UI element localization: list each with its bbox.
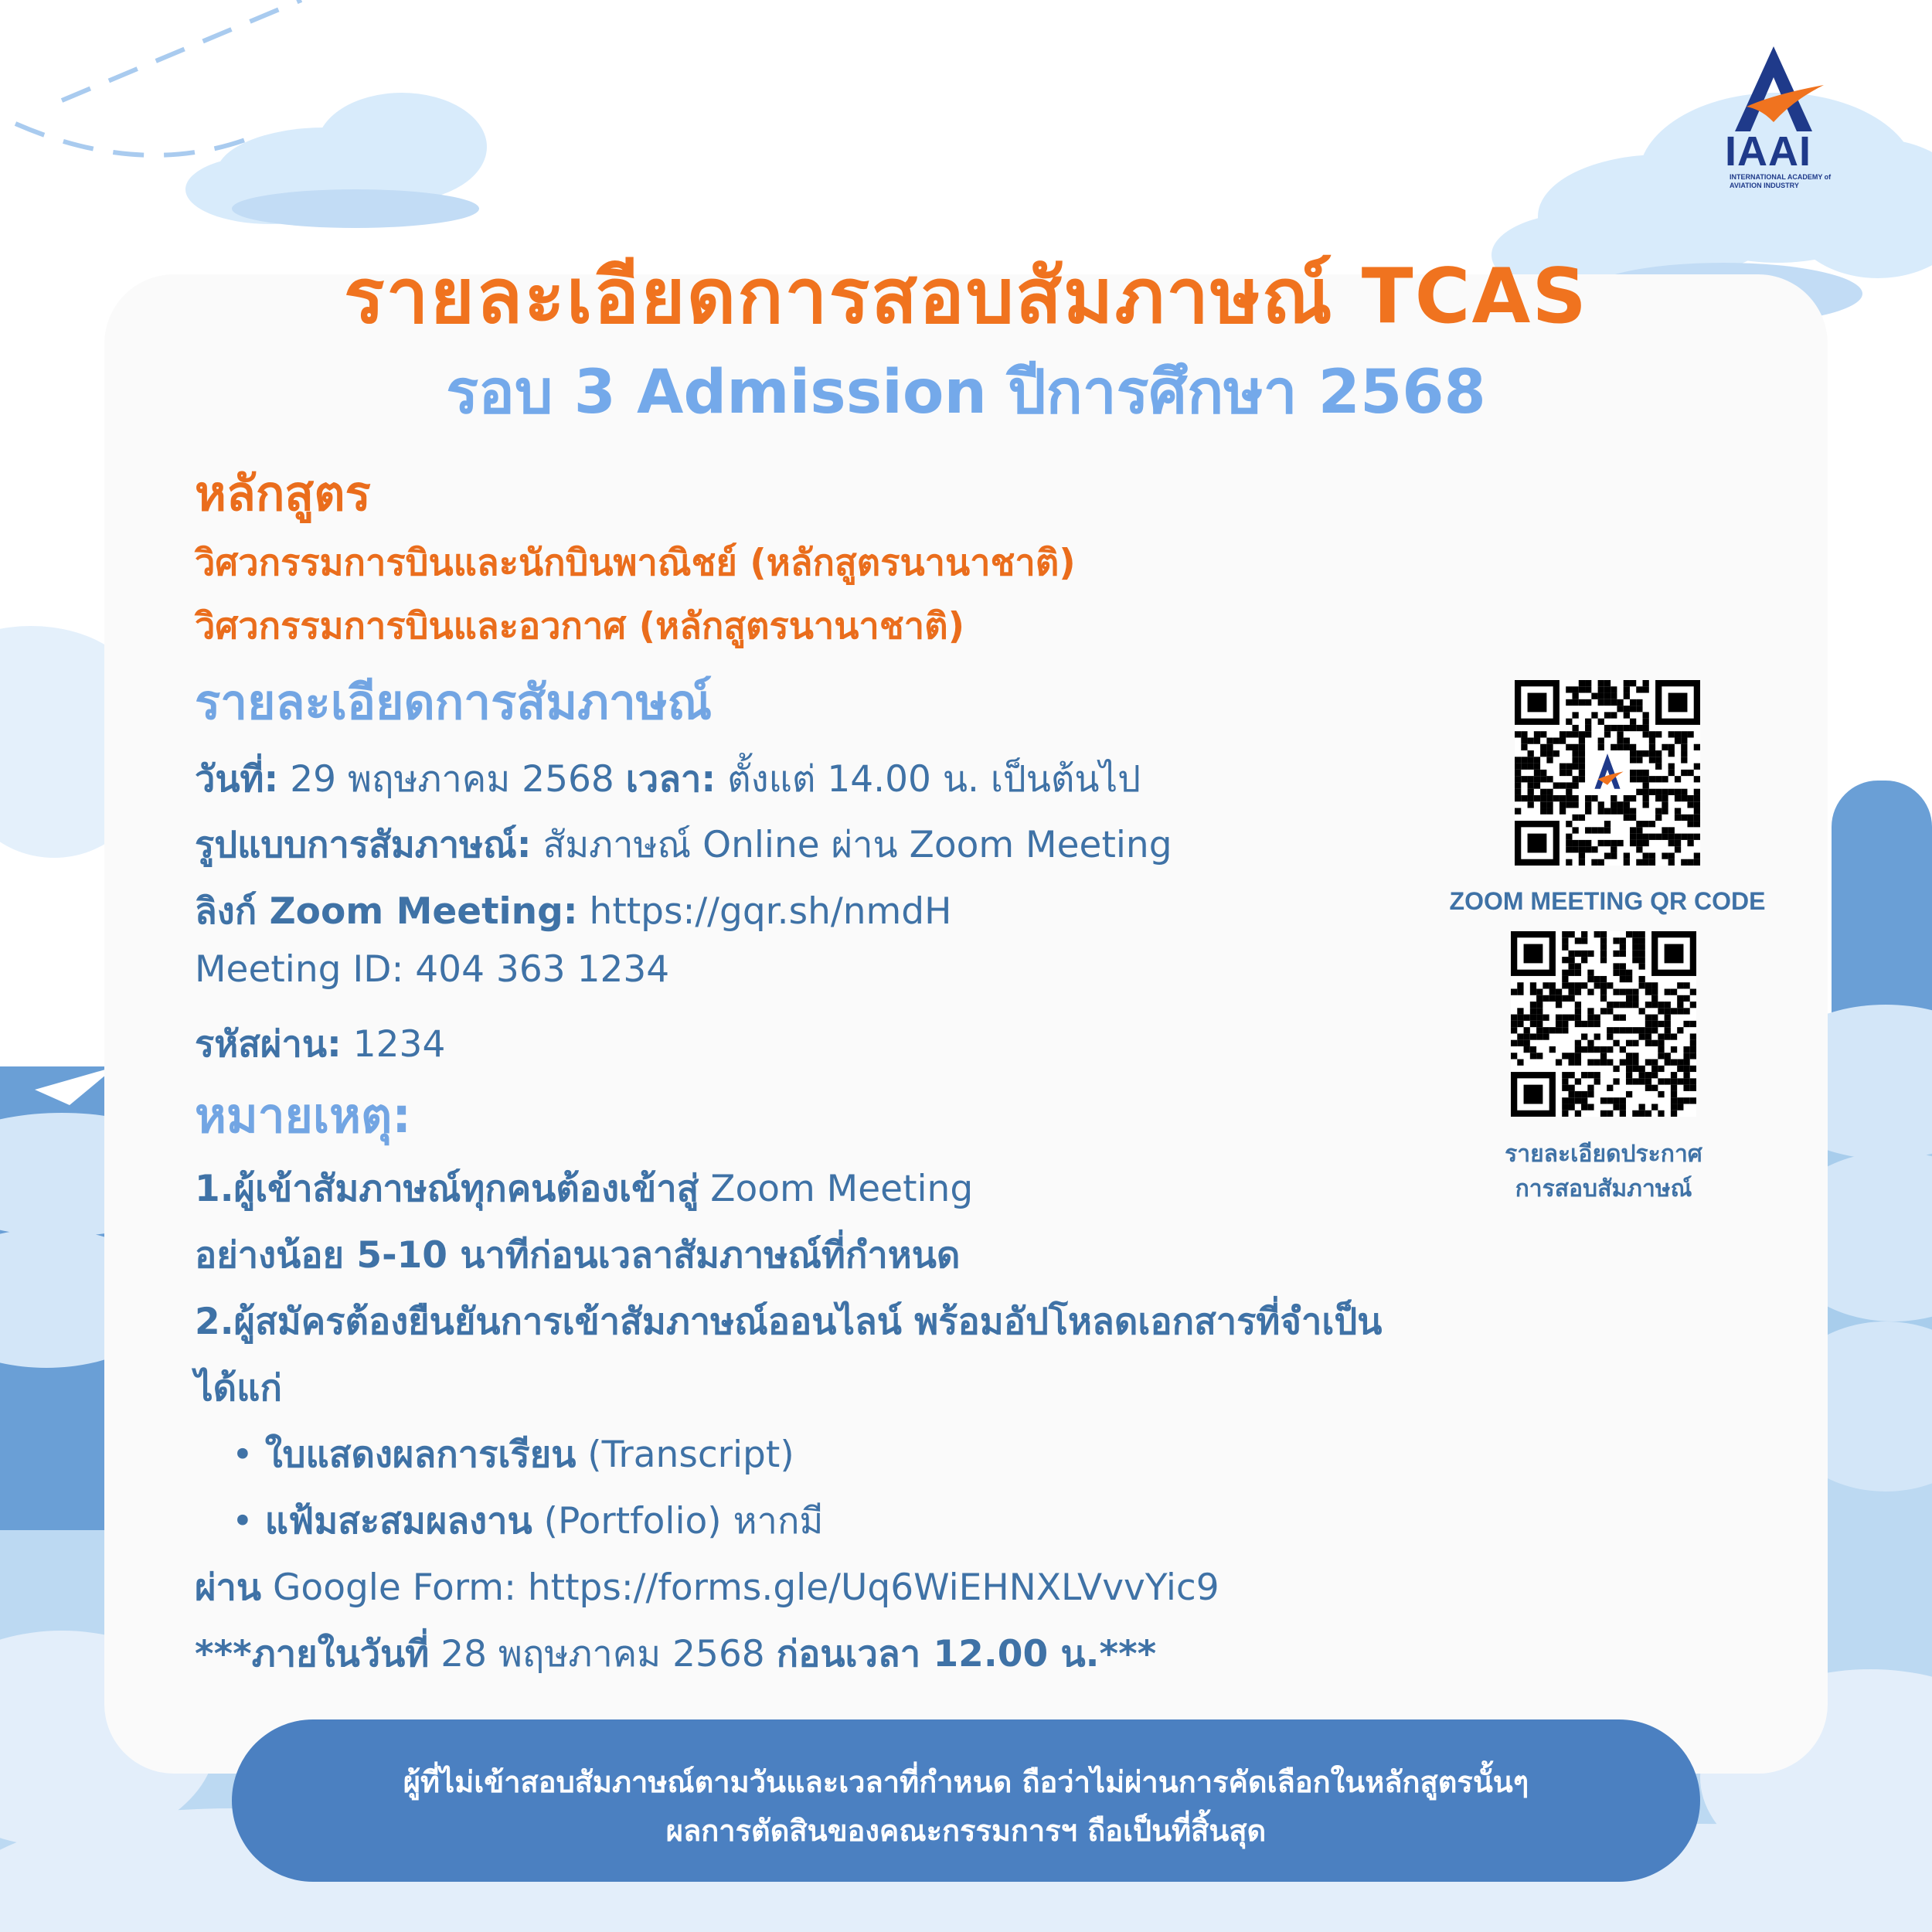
format-line [195,815,1172,873]
programs-heading: หลักสูตร [195,465,371,522]
format-label: รูปแบบการสัมภาษณ์: [195,824,532,866]
page-subtitle: รอบ 3 Admission ปีการศึกษา 2568 [446,358,1486,427]
doc2-rest: (Portfolio) หากมี [543,1500,824,1543]
form-line [195,1558,1219,1616]
doc2-bold: แฟ้มสะสมผลงาน [264,1500,532,1543]
note2-line1-text: 2.ผู้สมัครต้องยืนยันการเข้าสัมภาษณ์ออนไลน์ พร้อมอัปโหลดเอกสารที่จำเป็น [195,1301,1383,1343]
announcement-qr-label-1: รายละเอียดประกาศ [1505,1141,1702,1168]
passcode-label: รหัสผ่าน: [195,1023,342,1066]
date-label: วันที่: [195,758,279,801]
doc-item-transcript [232,1425,794,1483]
deadline-date: 28 พฤษภาคม 2568 [440,1633,765,1675]
note1-line2 [195,1226,960,1284]
bullet-icon: • [232,1500,253,1543]
time-value: ตั้งแต่ 14.00 น. เป็นต้นไป [727,758,1141,801]
note2-line2 [195,1359,282,1417]
doc-item-portfolio [232,1492,823,1549]
meeting-id-label: Meeting ID: [195,948,404,991]
bullet-icon: • [232,1434,253,1476]
passcode-value: 1234 [352,1023,446,1066]
announcement-qr-code[interactable] [1511,931,1696,1117]
doc1-bold: ใบแสดงผลการเรียน [264,1434,577,1476]
page-title: รายละเอียดการสอบสัมภาษณ์ TCAS [344,253,1588,341]
meeting-id-line [195,948,669,991]
form-label: ผ่าน [195,1566,262,1609]
zoom-qr-code[interactable] [1515,680,1700,866]
time-label: เวลา: [625,758,716,801]
format-value: สัมภาษณ์ Online ผ่าน Zoom Meeting [543,824,1172,866]
meeting-id-value: 404 363 1234 [415,948,670,991]
date-line [195,750,1141,808]
footer-line-1: ผู้ที่ไม่เข้าสอบสัมภาษณ์ตามวันและเวลาที่กำหนด ถือว่าไม่ผ่านการคัดเลือกในหลักสูตรนั้นๆ [403,1765,1529,1799]
zoom-qr-label: ZOOM MEETING QR CODE [1449,887,1766,915]
passcode-line [195,1015,445,1073]
doc1-rest: (Transcript) [587,1434,794,1476]
logo-subtitle: INTERNATIONAL ACADEMY of AVIATION INDUSTRY [1730,173,1832,189]
deadline-prefix: ***ภายในวันที่ [195,1633,430,1675]
logo-text: IAAI [1725,128,1811,175]
note1-line1 [195,1159,973,1217]
date-value: 29 พฤษภาคม 2568 [290,758,614,801]
note1-zoom: Zoom Meeting [710,1168,974,1210]
program-item-2: วิศวกรรมการบินและอวกาศ (หลักสูตรนานาชาติ) [195,605,965,648]
zoom-link-label: ลิงก์ Zoom Meeting: [195,890,578,933]
zoom-link-line [195,882,951,940]
google-form-link[interactable]: Google Form: https://forms.gle/Uq6WiEHNXLVvvYic9 [273,1566,1219,1609]
note2-line1 [195,1292,1382,1350]
details-heading: รายละเอียดการสัมภาษณ์ [195,674,713,730]
notes-heading: หมายเหตุ: [195,1087,411,1144]
footer-line-2: ผลการตัดสินของคณะกรรมการฯ ถือเป็นที่สิ้นสุด [665,1814,1267,1848]
deadline-suffix: ก่อนเวลา 12.00 น.*** [776,1633,1157,1675]
announcement-qr-label-2: การสอบสัมภาษณ์ [1515,1175,1692,1202]
note1-line2-text: อย่างน้อย 5-10 นาทีก่อนเวลาสัมภาษณ์ที่กำหนด [195,1234,961,1277]
note2-line2-text: ได้แก่ [195,1367,282,1410]
zoom-link[interactable]: https://gqr.sh/nmdH [589,890,952,933]
program-item-1: วิศวกรรมการบินและนักบินพาณิชย์ (หลักสูตรนานาชาติ) [195,542,1076,584]
deadline-line [195,1624,1156,1682]
note1-text: 1.ผู้เข้าสัมภาษณ์ทุกคนต้องเข้าสู่ [195,1168,699,1210]
